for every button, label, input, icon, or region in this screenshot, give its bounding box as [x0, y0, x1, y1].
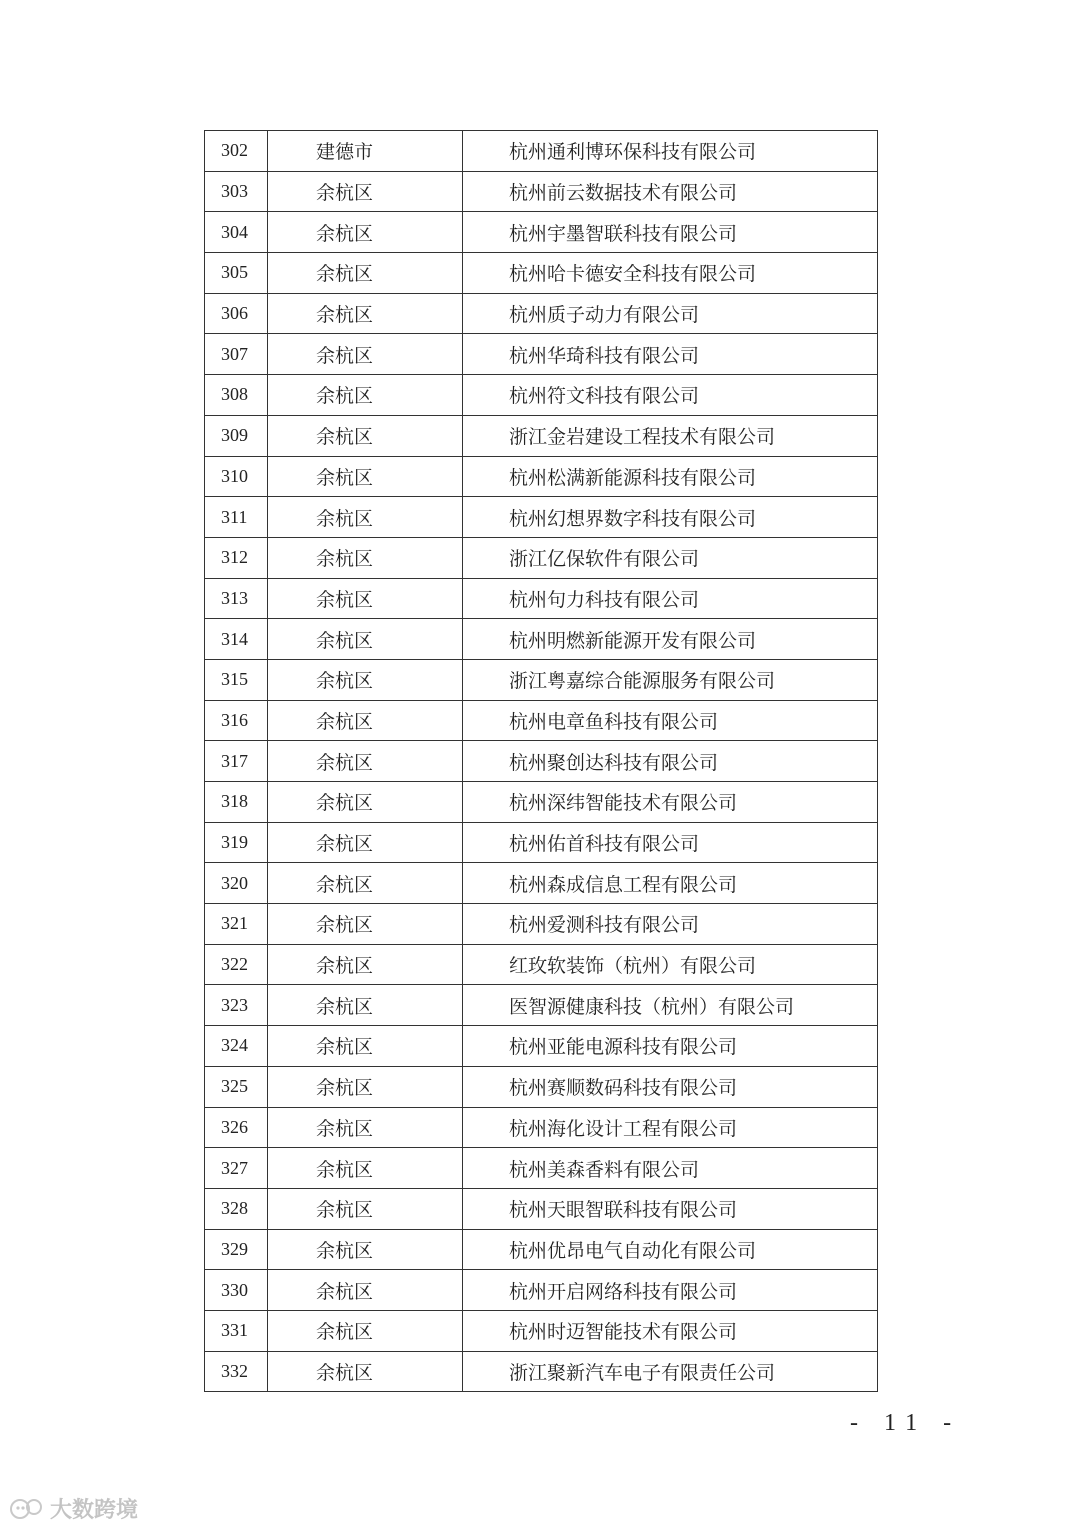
row-number-cell: 304 — [205, 212, 268, 253]
table-row — [205, 131, 878, 172]
table-row — [205, 659, 878, 700]
district-cell: 余杭区 — [268, 822, 463, 863]
district-cell: 余杭区 — [268, 700, 463, 741]
row-number-cell: 325 — [205, 1066, 268, 1107]
row-number-cell: 330 — [205, 1270, 268, 1311]
company-name-cell: 杭州优昂电气自动化有限公司 — [463, 1229, 878, 1270]
row-number-cell: 319 — [205, 822, 268, 863]
company-name-cell: 杭州前云数据技术有限公司 — [463, 171, 878, 212]
district-cell: 余杭区 — [268, 1188, 463, 1229]
row-number-cell: 302 — [205, 131, 268, 172]
district-cell: 余杭区 — [268, 334, 463, 375]
district-cell: 余杭区 — [268, 1229, 463, 1270]
row-number-cell: 314 — [205, 619, 268, 660]
district-cell: 余杭区 — [268, 375, 463, 416]
table-row — [205, 537, 878, 578]
company-name-cell: 杭州质子动力有限公司 — [463, 293, 878, 334]
row-number-cell: 306 — [205, 293, 268, 334]
district-cell: 余杭区 — [268, 1310, 463, 1351]
company-name-cell: 杭州天眼智联科技有限公司 — [463, 1188, 878, 1229]
company-name-cell: 杭州松满新能源科技有限公司 — [463, 456, 878, 497]
district-cell: 余杭区 — [268, 253, 463, 294]
district-cell: 余杭区 — [268, 659, 463, 700]
table-row — [205, 1148, 878, 1189]
company-name-cell: 杭州明燃新能源开发有限公司 — [463, 619, 878, 660]
district-cell: 余杭区 — [268, 1351, 463, 1392]
district-cell: 余杭区 — [268, 904, 463, 945]
watermark-text: 大数跨境 — [50, 1498, 139, 1523]
company-name-cell: 杭州亚能电源科技有限公司 — [463, 1026, 878, 1067]
company-name-cell: 杭州深纬智能技术有限公司 — [463, 782, 878, 823]
company-name-cell: 杭州时迈智能技术有限公司 — [463, 1310, 878, 1351]
table-row — [205, 700, 878, 741]
company-name-cell: 浙江亿保软件有限公司 — [463, 537, 878, 578]
table-row — [205, 375, 878, 416]
table-row — [205, 1188, 878, 1229]
company-name-cell: 杭州华琦科技有限公司 — [463, 334, 878, 375]
district-cell: 余杭区 — [268, 782, 463, 823]
table-row — [205, 578, 878, 619]
company-name-cell: 浙江聚新汽车电子有限责任公司 — [463, 1351, 878, 1392]
table-row — [205, 1066, 878, 1107]
district-cell: 余杭区 — [268, 537, 463, 578]
table-row — [205, 1229, 878, 1270]
row-number-cell: 305 — [205, 253, 268, 294]
watermark — [8, 1493, 138, 1524]
district-cell: 余杭区 — [268, 619, 463, 660]
district-cell: 余杭区 — [268, 1148, 463, 1189]
row-number-cell: 321 — [205, 904, 268, 945]
row-number-cell: 332 — [205, 1351, 268, 1392]
table-row — [205, 1270, 878, 1311]
district-cell: 余杭区 — [268, 212, 463, 253]
row-number-cell: 328 — [205, 1188, 268, 1229]
row-number-cell: 320 — [205, 863, 268, 904]
district-cell: 余杭区 — [268, 741, 463, 782]
table-row — [205, 456, 878, 497]
district-cell: 余杭区 — [268, 1270, 463, 1311]
district-cell: 余杭区 — [268, 1107, 463, 1148]
row-number-cell: 311 — [205, 497, 268, 538]
table-row — [205, 822, 878, 863]
table-row — [205, 171, 878, 212]
table-row — [205, 863, 878, 904]
row-number-cell: 310 — [205, 456, 268, 497]
table-row — [205, 985, 878, 1026]
row-number-cell: 307 — [205, 334, 268, 375]
company-name-cell: 杭州爱测科技有限公司 — [463, 904, 878, 945]
company-name-cell: 浙江粤嘉综合能源服务有限公司 — [463, 659, 878, 700]
row-number-cell: 309 — [205, 415, 268, 456]
table-row — [205, 1351, 878, 1392]
row-number-cell: 312 — [205, 537, 268, 578]
row-number-cell: 315 — [205, 659, 268, 700]
bubble-logo-icon — [8, 1496, 46, 1522]
row-number-cell: 313 — [205, 578, 268, 619]
company-name-cell: 杭州赛顺数码科技有限公司 — [463, 1066, 878, 1107]
company-name-cell: 杭州哈卡德安全科技有限公司 — [463, 253, 878, 294]
row-number-cell: 331 — [205, 1310, 268, 1351]
company-name-cell: 杭州电章鱼科技有限公司 — [463, 700, 878, 741]
table-row — [205, 904, 878, 945]
table-row — [205, 1026, 878, 1067]
table-row — [205, 212, 878, 253]
row-number-cell: 329 — [205, 1229, 268, 1270]
table-row — [205, 1310, 878, 1351]
district-cell: 建德市 — [268, 131, 463, 172]
table-row — [205, 415, 878, 456]
district-cell: 余杭区 — [268, 985, 463, 1026]
district-cell: 余杭区 — [268, 863, 463, 904]
district-cell: 余杭区 — [268, 456, 463, 497]
row-number-cell: 322 — [205, 944, 268, 985]
company-name-cell: 杭州句力科技有限公司 — [463, 578, 878, 619]
company-name-cell: 杭州美森香料有限公司 — [463, 1148, 878, 1189]
company-name-cell: 医智源健康科技（杭州）有限公司 — [463, 985, 878, 1026]
row-number-cell: 317 — [205, 741, 268, 782]
company-name-cell: 红玫软装饰（杭州）有限公司 — [463, 944, 878, 985]
row-number-cell: 316 — [205, 700, 268, 741]
table-row — [205, 619, 878, 660]
district-cell: 余杭区 — [268, 578, 463, 619]
table-row — [205, 293, 878, 334]
table-row — [205, 1107, 878, 1148]
district-cell: 余杭区 — [268, 1066, 463, 1107]
company-name-cell: 杭州佑首科技有限公司 — [463, 822, 878, 863]
table-row — [205, 944, 878, 985]
district-cell: 余杭区 — [268, 497, 463, 538]
company-name-cell: 杭州海化设计工程有限公司 — [463, 1107, 878, 1148]
table-row — [205, 497, 878, 538]
row-number-cell: 308 — [205, 375, 268, 416]
row-number-cell: 324 — [205, 1026, 268, 1067]
company-name-cell: 杭州宇墨智联科技有限公司 — [463, 212, 878, 253]
row-number-cell: 318 — [205, 782, 268, 823]
district-cell: 余杭区 — [268, 415, 463, 456]
company-list-table — [204, 130, 878, 1392]
company-name-cell: 杭州开启网络科技有限公司 — [463, 1270, 878, 1311]
page-number: - 11 - — [850, 1410, 962, 1436]
table-body — [205, 131, 878, 1392]
row-number-cell: 323 — [205, 985, 268, 1026]
company-name-cell: 浙江金岩建设工程技术有限公司 — [463, 415, 878, 456]
table-row — [205, 741, 878, 782]
row-number-cell: 326 — [205, 1107, 268, 1148]
row-number-cell: 303 — [205, 171, 268, 212]
row-number-cell: 327 — [205, 1148, 268, 1189]
company-name-cell: 杭州符文科技有限公司 — [463, 375, 878, 416]
company-name-cell: 杭州通利博环保科技有限公司 — [463, 131, 878, 172]
district-cell: 余杭区 — [268, 1026, 463, 1067]
district-cell: 余杭区 — [268, 171, 463, 212]
company-name-cell: 杭州森成信息工程有限公司 — [463, 863, 878, 904]
table-row — [205, 782, 878, 823]
table-row — [205, 253, 878, 294]
district-cell: 余杭区 — [268, 293, 463, 334]
company-name-cell: 杭州聚创达科技有限公司 — [463, 741, 878, 782]
district-cell: 余杭区 — [268, 944, 463, 985]
table-row — [205, 334, 878, 375]
company-name-cell: 杭州幻想界数字科技有限公司 — [463, 497, 878, 538]
